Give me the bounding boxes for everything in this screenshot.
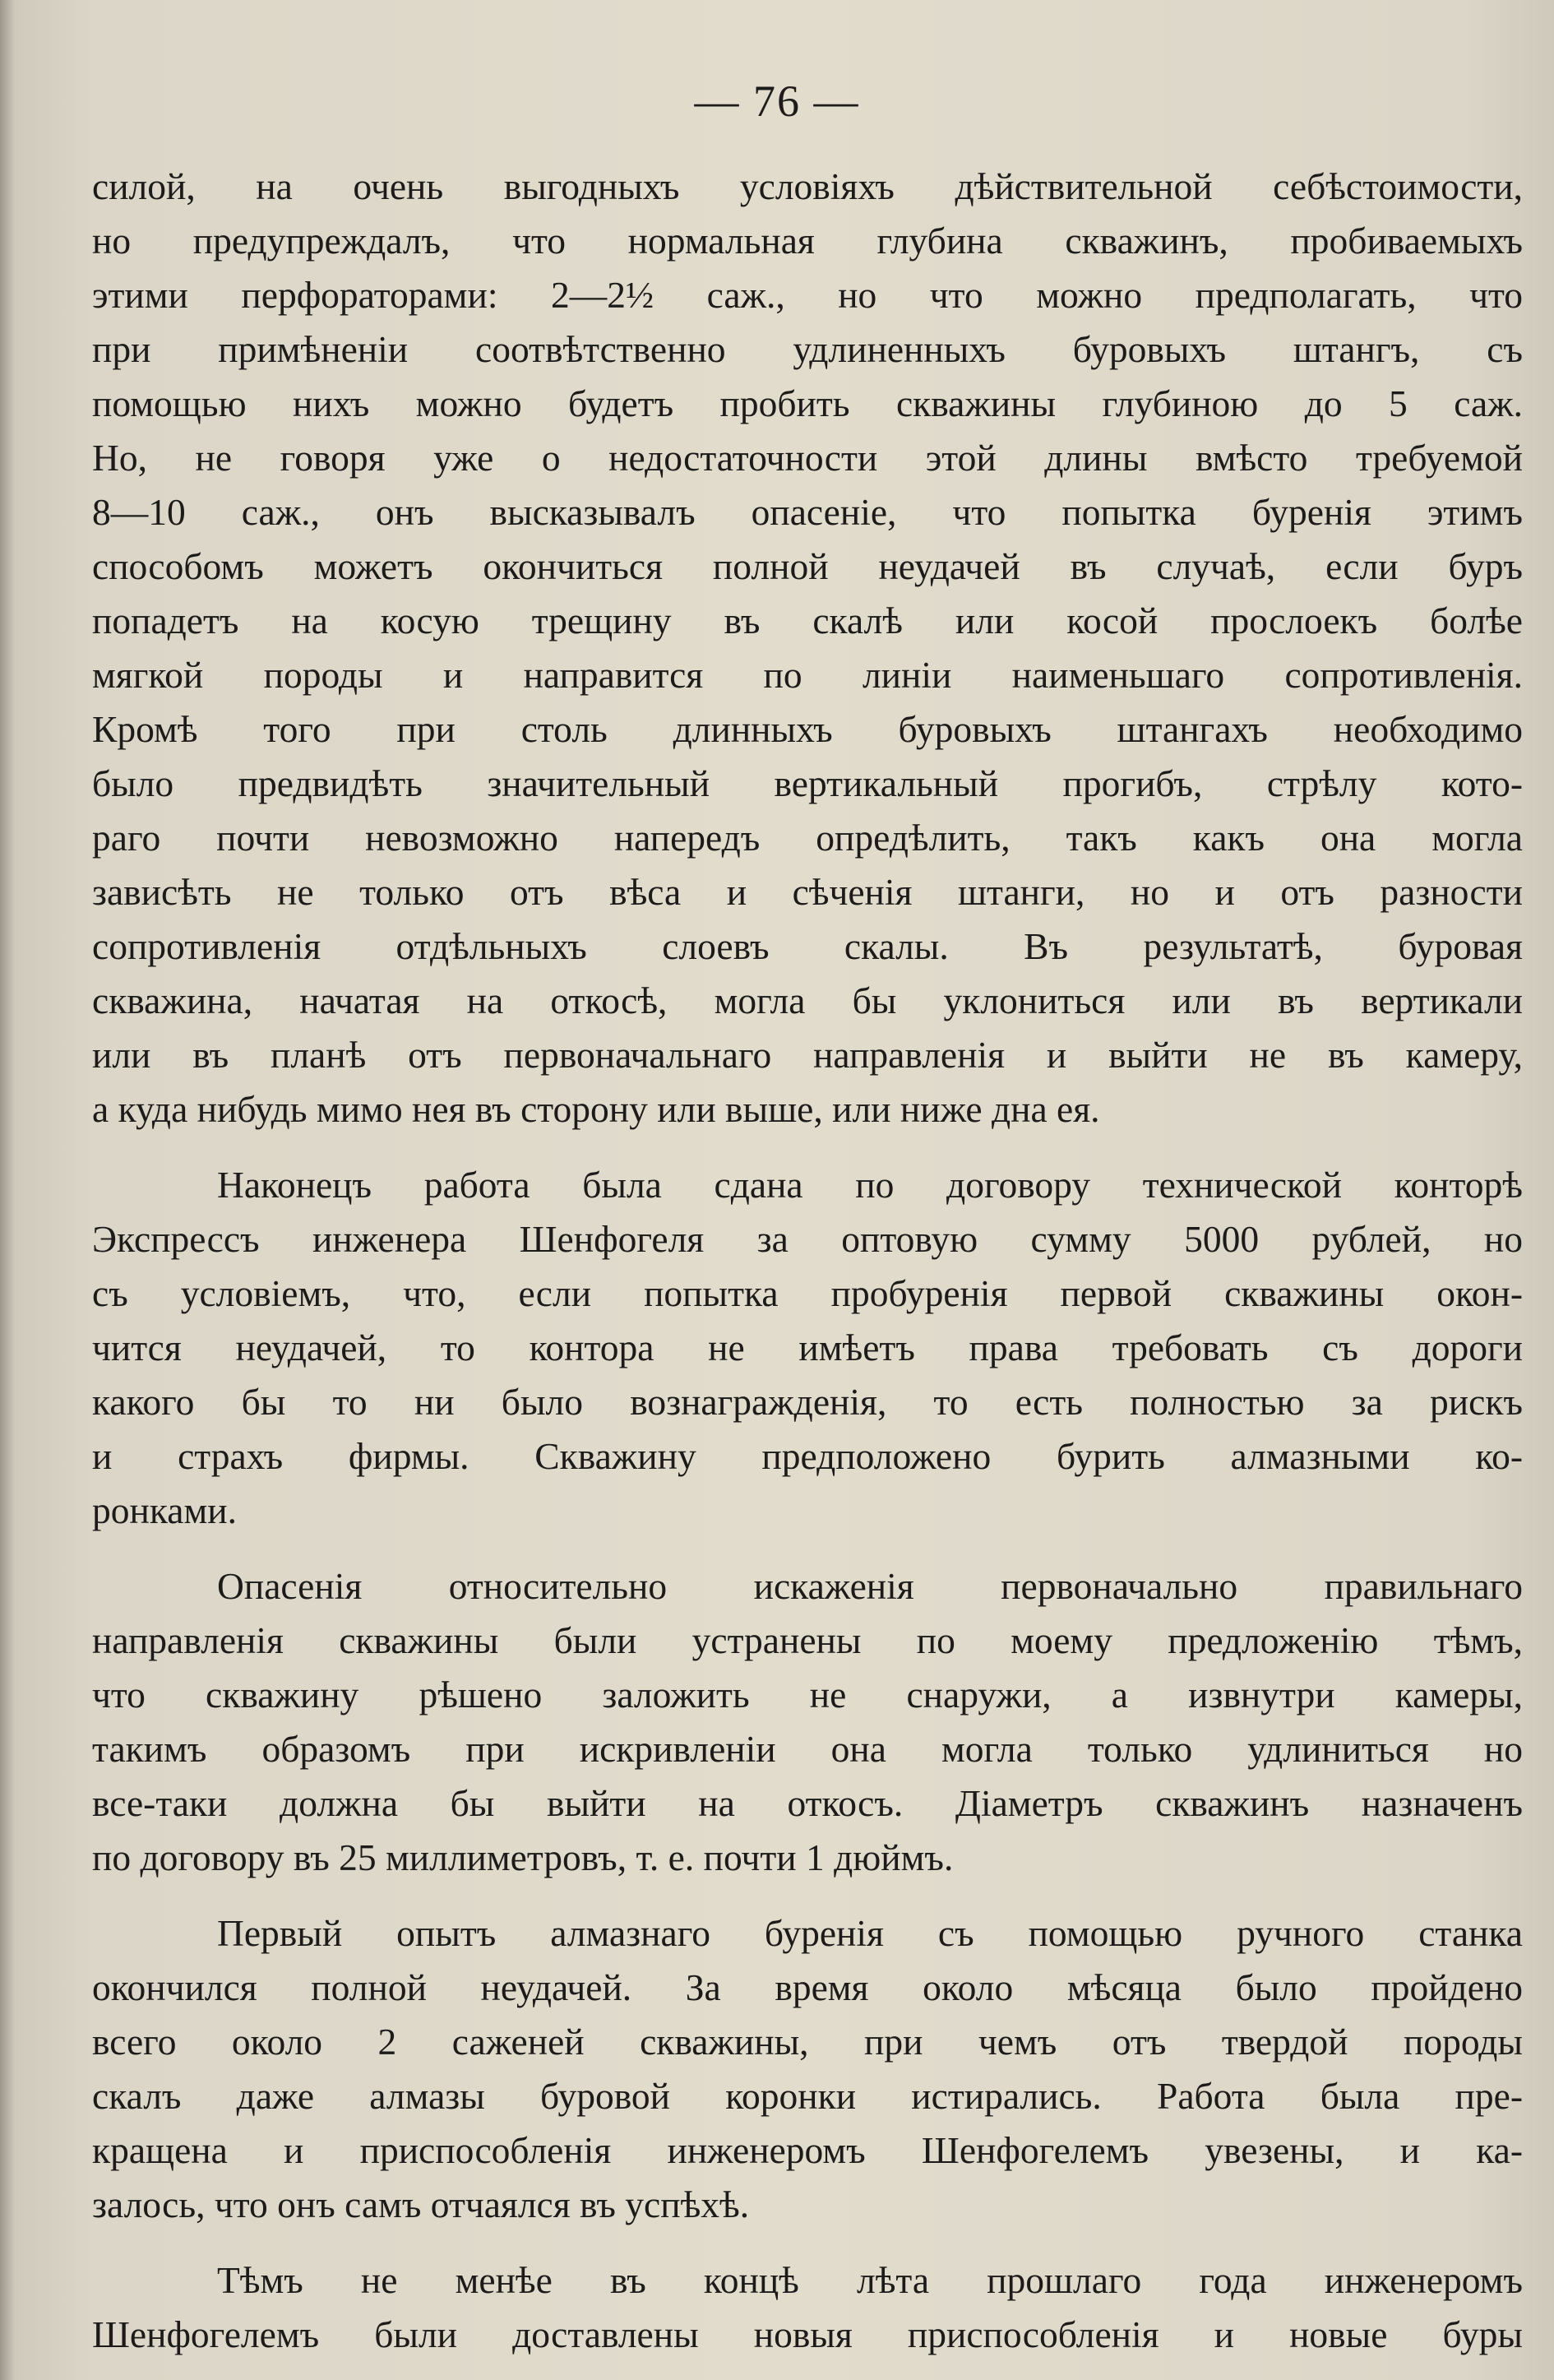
text-line: кращена и приспособленія инженеромъ Шенфогелемъ увезены, и ка- [92,2129,1523,2171]
text-line: раго почти невозможно напередъ опредѣлить, такъ какъ она могла [92,817,1523,859]
text-line: способомъ можетъ окончиться полной неудачей въ случаѣ, если буръ [92,545,1523,587]
paragraph [92,1158,1523,1538]
text-line: сопротивленія отдѣльныхъ слоевъ скалы. Въ результатѣ, буровая [92,925,1523,967]
text-line: но предупреждалъ, что нормальная глубина скважинъ, пробиваемыхъ [92,220,1523,262]
text-line: а куда нибудь мимо нея въ сторону или выше, или ниже дна ея. [92,1088,1100,1130]
text-line: все-таки должна бы выйти на откосъ. Діаметръ скважинъ назначенъ [92,1782,1523,1824]
text-line: съ условіемъ, что, если попытка пробуренія первой скважины окон- [92,1272,1523,1314]
text-line: или въ планѣ отъ первоначальнаго направленія и выйти не въ камеру, [92,1034,1523,1076]
paragraph [92,1906,1523,2232]
text-line: ронками. [92,1489,237,1531]
text-line: скважина, начатая на откосѣ, могла бы уклониться или въ вертикали [92,979,1523,1021]
text-line: помощью нихъ можно будетъ пробить скважины глубиною до 5 саж. [92,382,1523,424]
text-line: мягкой породы и направится по линіи наименьшаго сопротивленія. [92,654,1523,696]
text-line: Тѣмъ не менѣе въ концѣ лѣта прошлаго года инженеромъ [217,2259,1523,2301]
text-line: Наконецъ работа была сдана по договору технической конторѣ [217,1164,1523,1206]
text-line: Шенфогелемъ были доставлены новыя приспособленія и новые буры [92,2313,1523,2355]
text-line: скалъ даже алмазы буровой коронки истирались. Работа была пре- [92,2075,1523,2117]
text-line: что скважину рѣшено заложить не снаружи, а извнутри камеры, [92,1674,1523,1716]
paragraph [92,1559,1523,1885]
text-line: Экспрессъ инженера Шенфогеля за оптовую сумму 5000 рублей, но [92,1218,1523,1260]
text-line: Первый опытъ алмазнаго буренія съ помощью ручного станка [217,1912,1523,1954]
page-binding-shadow [0,0,15,2380]
text-line: 8—10 саж., онъ высказывалъ опасеніе, что попытка буренія этимъ [92,491,1523,533]
text-line: зависѣть не только отъ вѣса и сѣченія штанги, но и отъ разности [92,871,1523,913]
paragraph [92,160,1523,1137]
text-line: такимъ образомъ при искривленіи она могла только удлиниться но [92,1728,1523,1770]
text-line: при примѣненіи соотвѣтственно удлиненныхъ буровыхъ штангъ, съ [92,328,1523,370]
text-line: по договору въ 25 миллиметровъ, т. е. почти 1 дюймъ. [92,1836,954,1878]
text-line: направленія скважины были устранены по моему предложенію тѣмъ, [92,1619,1523,1661]
paragraph [92,2253,1523,2362]
text-line: Опасенія относительно искаженія первоначально правильнаго [217,1565,1523,1607]
text-line: этими перфораторами: 2—2½ саж., но что можно предполагать, что [92,274,1523,316]
page-number: — 76 — [694,76,860,126]
text-line: окончился полной неудачей. За время около мѣсяца было пройдено [92,1966,1523,2008]
text-line: всего около 2 саженей скважины, при чемъ отъ твердой породы [92,2021,1523,2063]
text-line: какого бы то ни было вознагражденія, то есть полностью за рискъ [92,1381,1523,1423]
text-line: и страхъ фирмы. Скважину предположено бурить алмазными ко- [92,1435,1523,1477]
text-line: чится неудачей, то контора не имѣетъ права требовать съ дороги [92,1327,1523,1368]
text-line: Но, не говоря уже о недостаточности этой длины вмѣсто требуемой [92,437,1523,479]
text-line: силой, на очень выгодныхъ условіяхъ дѣйствительной себѣстоимости, [92,165,1523,207]
text-line: залось, что онъ самъ отчаялся въ успѣхѣ. [92,2183,750,2225]
text-line: Кромѣ того при столь длинныхъ буровыхъ штангахъ необходимо [92,708,1523,750]
text-line: было предвидѣть значительный вертикальный прогибъ, стрѣлу кото- [92,762,1523,804]
text-line: попадетъ на косую трещину въ скалѣ или косой прослоекъ болѣе [92,600,1523,641]
body-text [92,160,1523,2362]
